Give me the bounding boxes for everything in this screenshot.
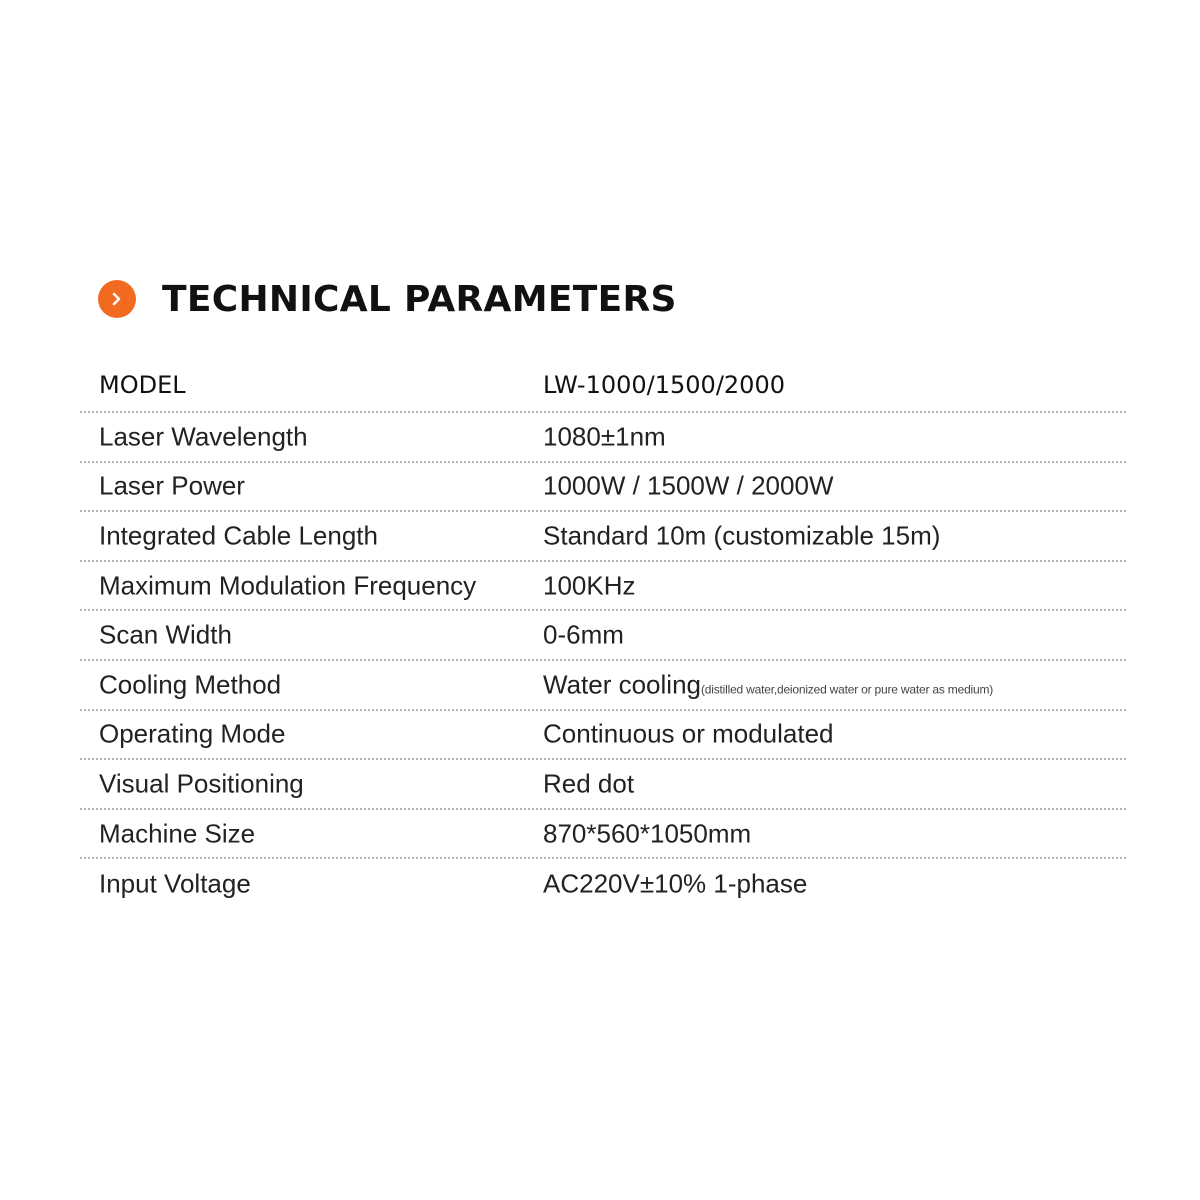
table-row: [80, 562, 1126, 612]
row-label: Cooling Method: [99, 669, 282, 700]
spec-table: [80, 358, 1126, 909]
model-value: LW-1000/1500/2000: [543, 370, 785, 399]
table-row: [80, 711, 1126, 761]
table-header-row: [80, 358, 1126, 413]
row-label: Scan Width: [99, 619, 232, 650]
row-label: Maximum Modulation Frequency: [99, 570, 477, 601]
row-value: AC220V±10% 1-phase: [543, 868, 808, 899]
row-value: 1080±1nm: [543, 421, 666, 452]
chevron-right-icon: [98, 280, 136, 318]
section-header: [98, 278, 677, 320]
table-row: [80, 512, 1126, 562]
table-row: [80, 413, 1126, 463]
table-row: [80, 859, 1126, 909]
table-row: [80, 760, 1126, 810]
table-row: [80, 810, 1126, 860]
row-value: 870*560*1050mm: [543, 818, 752, 849]
row-value: Water cooling: [543, 669, 701, 700]
row-label: Operating Mode: [99, 718, 286, 749]
row-value: Red dot: [543, 768, 635, 799]
row-value: 1000W / 1500W / 2000W: [543, 470, 834, 501]
row-label: Visual Positioning: [99, 768, 304, 799]
table-row: [80, 463, 1126, 513]
row-value: Continuous or modulated: [543, 718, 834, 749]
row-label: Input Voltage: [99, 868, 251, 899]
row-label: Laser Power: [99, 470, 245, 501]
model-label: MODEL: [99, 370, 186, 399]
row-label: Machine Size: [99, 818, 256, 849]
row-value-with-note: [543, 669, 993, 700]
table-row: [80, 611, 1126, 661]
row-label: Laser Wavelength: [99, 421, 308, 452]
table-row: [80, 661, 1126, 711]
row-value: Standard 10m (customizable 15m): [543, 520, 941, 551]
page-title: TECHNICAL PARAMETERS: [162, 278, 677, 320]
row-value: 100KHz: [543, 570, 636, 601]
row-label: Integrated Cable Length: [99, 520, 378, 551]
row-value: 0-6mm: [543, 619, 624, 650]
cooling-note: (distilled water,deionized water or pure water as medium): [701, 682, 994, 697]
